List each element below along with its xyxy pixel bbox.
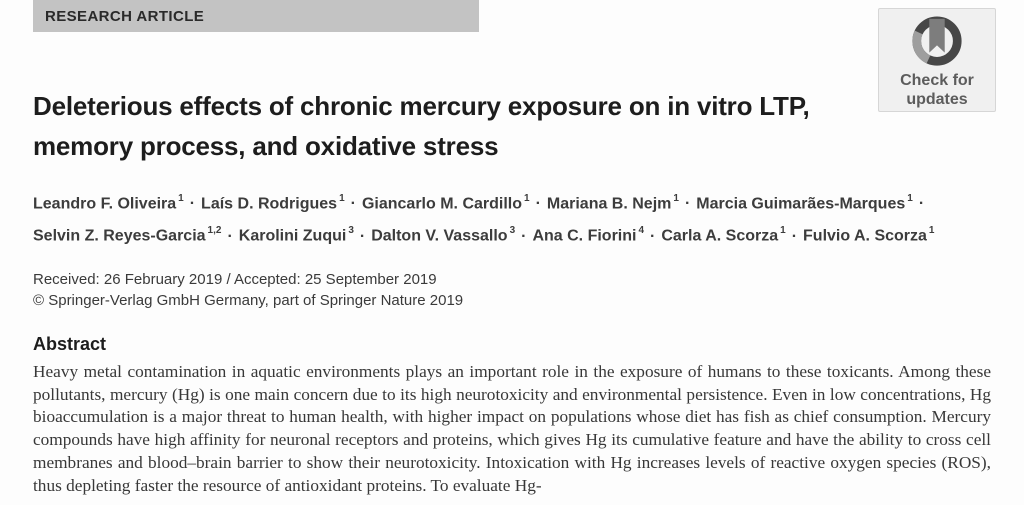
article-title-line2: memory process, and oxidative stress — [33, 131, 499, 161]
author-name: Marcia Guimarães-Marques — [696, 195, 906, 213]
authors-block — [33, 186, 934, 251]
author-separator-dot: · — [350, 195, 356, 213]
author-line — [33, 218, 934, 250]
article-title — [33, 86, 810, 166]
author-name: Fulvio A. Scorza — [803, 227, 927, 245]
author-affiliation-superscript: 3 — [509, 225, 516, 237]
article-meta — [33, 269, 463, 311]
abstract-heading: Abstract — [33, 334, 107, 354]
author-separator-dot: · — [189, 195, 196, 213]
author-affiliation-superscript: 1 — [673, 193, 679, 204]
author-separator-dot: · — [359, 227, 366, 245]
crossmark-bookmark-icon — [908, 15, 966, 69]
author-name: Laís D. Rodrigues — [201, 195, 338, 213]
abstract-text: Heavy metal contamination in aquatic environments plays an important role in the exposure of humans to these toxicants. Among these pollutants, mercury (Hg) is one main concern due to its high neurotoxicity and environmental persistence. Even in low concentrations, Hg bioaccumulation is a major threat to human health, with higher impact on populations whose diet has fish as chief consumption. Mercury compounds have high affinity for neuronal receptors and proteins, which gives Hg its cumulative feature and have the ability to cross cell membranes and blood–brain barrier to show their neurotoxicity. Intoxication with Hg increases levels of reactive oxygen species (ROS), thus depleting faster the resource of antioxidant proteins. To evaluate Hg- — [33, 362, 991, 495]
author-name: Mariana B. Nejm — [546, 195, 672, 213]
article-title-line1: Deleterious effects of chronic mercury exposure on in vitro LTP, — [33, 91, 810, 121]
check-for-updates-label — [900, 71, 974, 109]
author-name: Carla A. Scorza — [661, 227, 779, 245]
author-name: Dalton V. Vassallo — [371, 227, 508, 245]
check-for-updates-button[interactable] — [878, 8, 996, 112]
author-affiliation-superscript: 1 — [780, 225, 786, 237]
author-separator-dot: · — [535, 195, 541, 213]
author-line — [33, 186, 934, 218]
author-separator-dot: · — [684, 195, 691, 213]
badge-label-line1: Check for — [900, 72, 974, 89]
author-name: Leandro F. Oliveira — [33, 195, 177, 213]
article-type-label: RESEARCH ARTICLE — [45, 7, 205, 25]
author-affiliation-superscript: 1 — [907, 193, 913, 204]
author-affiliation-superscript: 1 — [928, 225, 935, 237]
badge-label-line2: updates — [906, 91, 968, 108]
author-name: Giancarlo M. Cardillo — [361, 195, 522, 213]
author-affiliation-superscript: 4 — [638, 225, 645, 237]
received-accepted-line: Received: 26 February 2019 / Accepted: 25 September 2019 — [33, 271, 437, 288]
author-name: Ana C. Fiorini — [532, 227, 637, 245]
author-affiliation-superscript: 1 — [524, 193, 530, 204]
author-affiliation-superscript: 1 — [339, 193, 345, 204]
copyright-line: © Springer-Verlag GmbH Germany, part of Springer Nature 2019 — [33, 292, 464, 309]
author-separator-dot: · — [791, 227, 798, 245]
author-affiliation-superscript: 1,2 — [207, 225, 222, 237]
author-affiliation-superscript: 3 — [348, 225, 354, 237]
author-separator-dot: · — [650, 227, 656, 245]
author-name: Selvin Z. Reyes-Garcia — [33, 227, 206, 245]
author-separator-dot: · — [227, 227, 233, 245]
author-separator-dot: · — [918, 195, 925, 213]
author-name: Karolini Zuqui — [238, 227, 347, 245]
author-affiliation-superscript: 1 — [178, 193, 184, 204]
research-article-banner — [33, 0, 479, 32]
author-separator-dot: · — [521, 227, 527, 245]
